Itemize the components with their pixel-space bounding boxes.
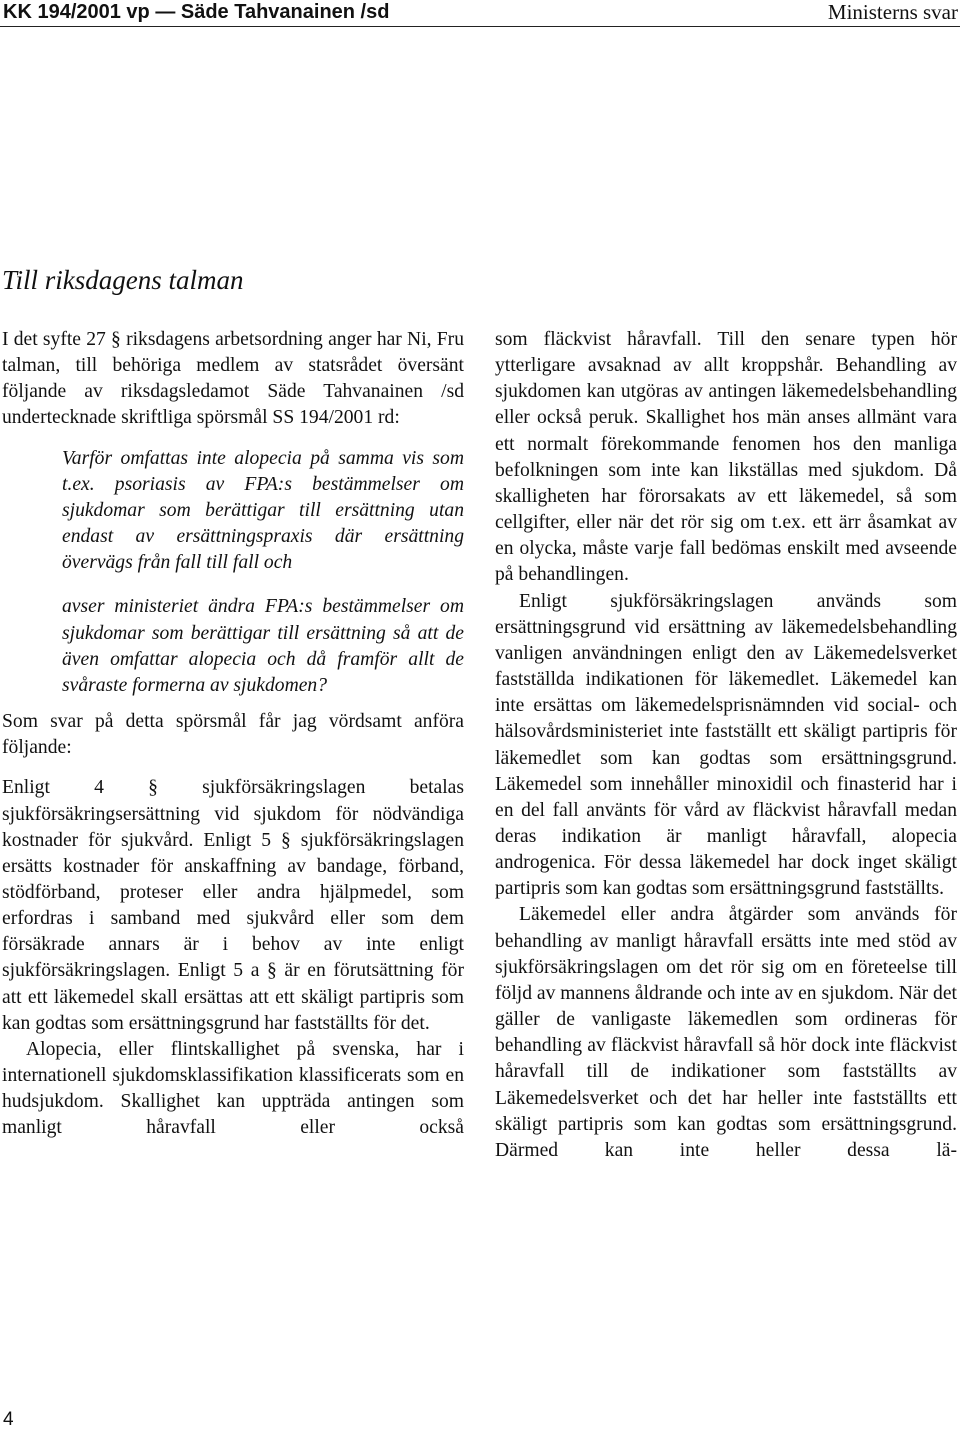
continuation-paragraph: som fläckvist håravfall. Till den senare typen hör ytterligare avsaknad av allt kroppshår. Behandling av sjukdomen kan utgöras av antingen läkemedelsbehandling eller också peruk. Skallighet hos män anses allmänt vara ett normalt förekommande fenomen hos den manliga befolkningen som inte kan likställas med sjukdom. Då skalligheten har förorsakats av ett läkemedel, så som cellgifter, eller när det rör sig om t.ex. ett ärr åsamkat av en olycka, måste varje fall bedömas enskilt med avseende på behandlingen. [495, 329, 957, 586]
header-rule [0, 26, 960, 27]
answer-intro-paragraph: Som svar på detta spörsmål får jag vördsamt anföra följande: [2, 711, 464, 759]
section-label: Ministerns svar [827, 0, 958, 24]
intro-paragraph: I det syfte 27 § riksdagens arbetsordning anger har Ni, Fru talman, till behöriga medlem av statsrådet översänt följande av riksdagsledamot Säde Tahvanainen /sd undertecknade skriftliga spörsmål SS 194/2001 rd: [2, 329, 464, 429]
page-number: 4 [3, 1409, 14, 1430]
page-header [0, 0, 960, 27]
question-quote-2: avser ministeriet ändra FPA:s bestämmelser om sjukdomar som berättigar till ersättning så att de även omfattar alopecia och då framför allt de svåraste formerna av sjukdomen? [62, 596, 464, 696]
treatment-paragraph: Läkemedel eller andra åtgärder som används för behandling av manligt håravfall ersätts inte med stöd av sjukförsäkringslagen om det rör sig om en företeelse till följd av mannens åldrande och inte av en sjukdom. När det gäller de vanligaste läkemedlen som ordineras för behandling av fläckvist håravfall så hör dock inte fläckvist håravfall till de indikationer som fastställts av Läkemedelsverket och det har heller inte fastställts ett skäligt partipris som kan godtas som ersättningsgrund. Därmed kan inte heller dessa lä- [495, 904, 957, 1161]
salutation-heading: Till riksdagens talman [2, 265, 244, 295]
document-reference: KK 194/2001 vp — Säde Tahvanainen /sd [3, 1, 390, 23]
question-quote-1: Varför omfattas inte alopecia på samma vis som t.ex. psoriasis av FPA:s bestämmelser om sjukdomar som berättigar till ersättning utan endast av ersättningspraxis där ersättning övervägs från fall till fall och [62, 447, 464, 574]
left-column [2, 327, 464, 1142]
reimbursement-paragraph: Enligt sjukförsäkringslagen används som ersättningsgrund vid ersättning av läkemedelsbehandling vanligen användningen enligt den av Läkemedelsverket fastställda indikationen för läkemedlet. Läkemedel kan inte ersättas om läkemedelsprisnämnden vid social- och hälsovårdsministeriet inte fastställt ett skäligt partipris för läkemedlet som kan godtas som ersättningsgrund. Läkemedel som innehåller minoxidil och finasterid har i en del fall använts för vård av fläckvist håravfall medan deras indikation är manligt håravfall, alopecia androgenica. För dessa läkemedel har dock inget skäligt partipris som kan godtas som ersättningsgrund fastställts. [495, 590, 957, 900]
alopecia-paragraph: Alopecia, eller flintskallighet på svenska, har i internationell sjukdomsklassifikation klassificerats som en hudsjukdom. Skallighet kan uppträda antingen som manligt håravfall eller också [2, 1038, 464, 1139]
law-paragraph: Enligt 4 § sjukförsäkringslagen betalas sjukförsäkringsersättning vid sjukdom för nödvändiga kostnader för sjukvård. Enligt 5 § sjukförsäkringslagen ersätts kostnader för anskaffning av bandage, förband, stödförband, proteser eller andra hjälpmedel, som erfordras i samband med sjukvård eller som dem försäkrade annars är i behov av inte enligt sjukförsäkringslagen. Enligt 5 a § är en förutsättning för att ett läkemedel skall ersättas att ett skäligt partipris som kan godtas som ersättningsgrund har fastställts för det. [2, 777, 464, 1034]
right-column [495, 327, 957, 1164]
